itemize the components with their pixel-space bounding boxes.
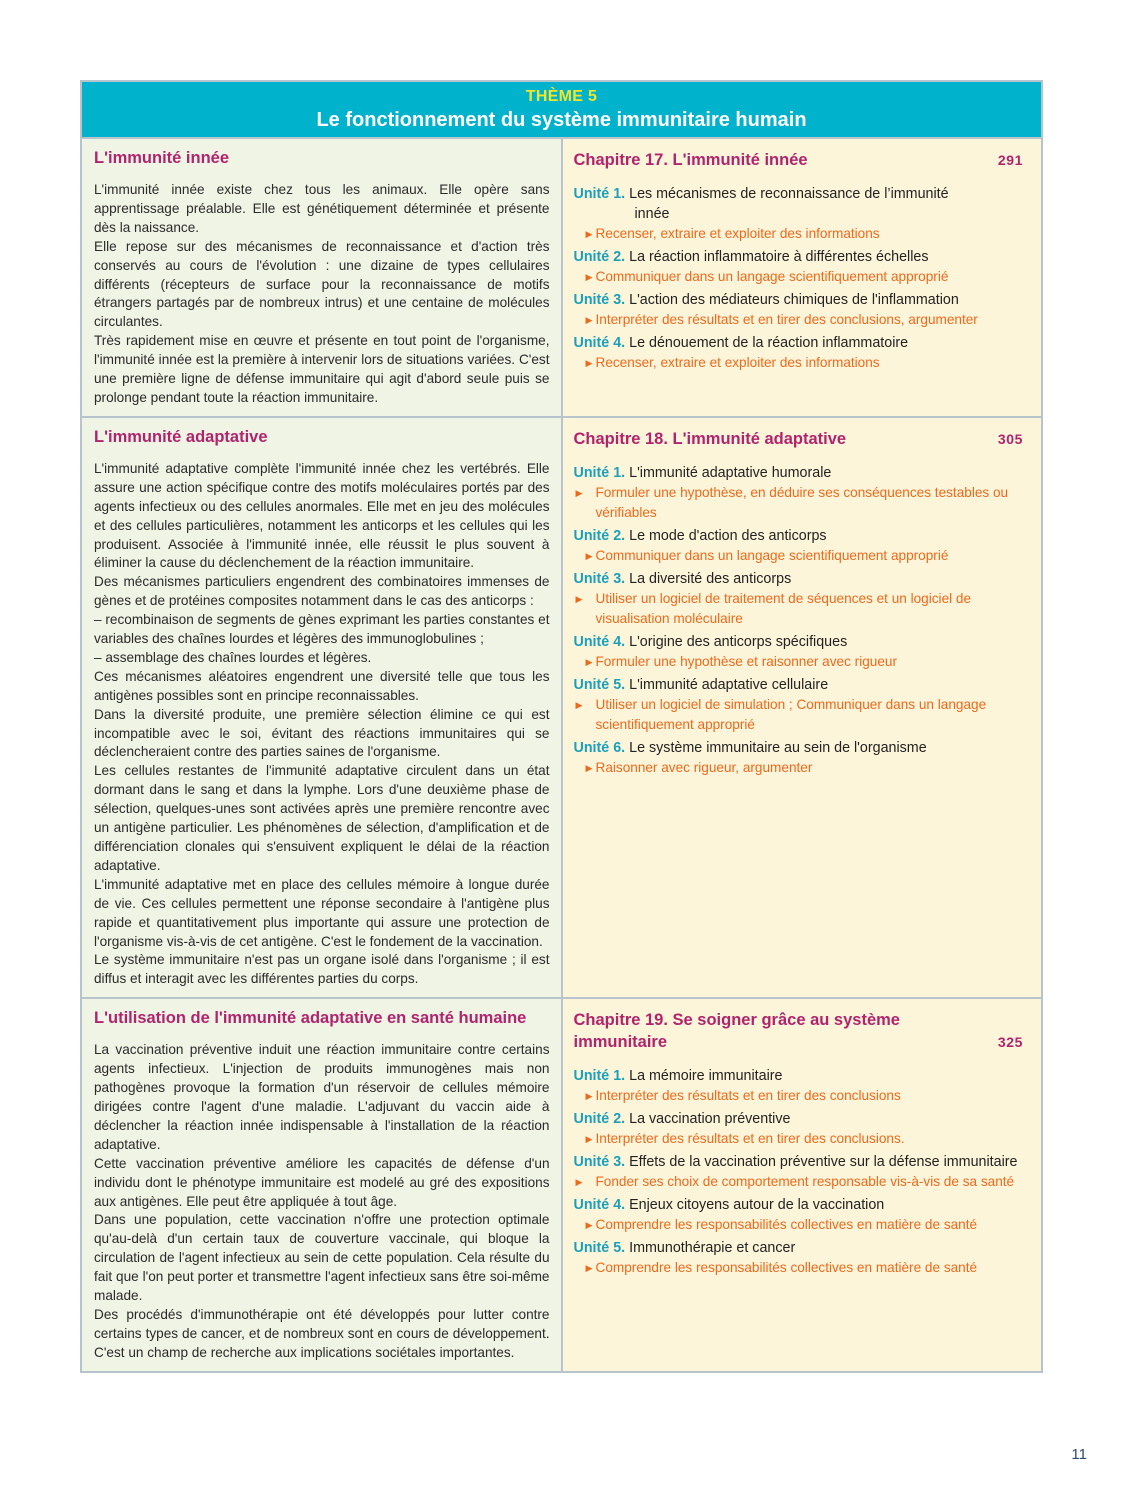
skill-item — [574, 758, 1028, 778]
section-summary — [81, 998, 562, 1371]
unit-title: Immunothérapie et cancer — [629, 1240, 796, 1257]
unit-title-continuation: innée — [634, 206, 670, 222]
paragraph: L'immunité innée existe chez tous les animaux. Elle opère sans apprentissage préalable. Elle est génétiquement déterminée et présente dès la naissance. — [94, 182, 550, 235]
chapter-title-text: Chapitre 19. Se soigner grâce au système immunitaire — [573, 1011, 900, 1052]
skill-item — [574, 1172, 1028, 1192]
section-title: L'immunité adaptative — [94, 427, 268, 446]
unit-line — [574, 290, 1028, 310]
chapter-page-number: 325 — [997, 1034, 1023, 1051]
chapter-panel — [562, 417, 1043, 998]
skill-text: Utiliser un logiciel de traitement de séquences et un logiciel de visualisation moléculaire — [595, 590, 972, 626]
chapter-page-number: 305 — [997, 430, 1023, 447]
unit-item — [574, 333, 1028, 373]
chapter-panel — [562, 138, 1043, 417]
unit-title: L'origine des anticorps spécifiques — [629, 633, 848, 650]
paragraph: Ces mécanismes aléatoires engendrent une diversité telle que tous les antigènes possibles sont en principe reconnaissables. — [94, 668, 550, 703]
unit-title: La vaccination préventive — [629, 1111, 791, 1128]
unit-item — [574, 184, 1028, 244]
unit-title: Effets de la vaccination préventive sur la défense immunitaire — [629, 1154, 1018, 1171]
triangle-bullet-icon: ▶ — [585, 272, 593, 282]
paragraph: Les cellules restantes de l'immunité adaptative circulent dans un état dormant dans le sang et dans la lymphe. Lors d'une deuxième phase de sélection, quelques-unes sont activées après une première rencontre avec un antigène particulier. Les phénomènes de sélection, d'amplification et de différenciation clonales qui s'ensuivent expliquent le délai de la réaction adaptative. — [94, 763, 550, 873]
chapter-title-text: Chapitre 17. L'immunité innée — [573, 151, 808, 169]
paragraph: L'immunité adaptative met en place des cellules mémoire à longue durée de vie. Ces cellules permettent une réponse secondaire à l'antigène plus rapide et quantitativement plus importante qui assure une protection de l'organisme vis-à-vis de cet antigène. C'est le fondement de la vaccination. — [94, 876, 550, 949]
unit-item — [574, 526, 1028, 566]
skill-item — [574, 1129, 1028, 1149]
triangle-bullet-icon: ▶ — [585, 1134, 593, 1145]
unit-item — [574, 1238, 1028, 1278]
unit-label: Unité 3. — [573, 292, 626, 308]
skill-text: Communiquer dans un langage scientifiquement approprié — [595, 269, 949, 284]
skill-text: Formuler une hypothèse et raisonner avec rigueur — [595, 653, 897, 669]
unit-item — [574, 1109, 1028, 1149]
unit-title: La diversité des anticorps — [629, 570, 792, 587]
skill-item — [574, 1258, 1028, 1278]
triangle-bullet-icon: ▶ — [585, 229, 593, 239]
paragraph: – assemblage des chaînes lourdes et légères. — [94, 649, 372, 665]
unit-line — [574, 247, 1028, 267]
chapter-panel — [562, 998, 1043, 1371]
unit-item — [574, 247, 1028, 287]
unit-line — [574, 1238, 1028, 1258]
skill-text: Fonder ses choix de comportement responsable vis-à-vis de sa santé — [595, 1174, 1015, 1190]
triangle-bullet-icon: ▶ — [585, 762, 593, 773]
section-row-innate — [81, 138, 1042, 417]
unit-label: Unité 1. — [573, 1068, 626, 1085]
unit-title: L'immunité adaptative humorale — [629, 464, 832, 481]
skill-text: Recenser, extraire et exploiter des informations — [595, 355, 880, 370]
unit-item — [574, 1152, 1028, 1192]
unit-line — [574, 1066, 1028, 1086]
unit-label: Unité 1. — [573, 464, 626, 481]
theme-table — [80, 80, 1043, 1373]
unit-title: Le dénouement de la réaction inflammatoire — [629, 335, 909, 351]
skill-text: Interpréter des résultats et en tirer des conclusions, argumenter — [595, 312, 978, 327]
section-body — [94, 181, 550, 408]
skill-item — [574, 310, 1028, 330]
unit-line — [574, 526, 1028, 546]
chapter-title — [574, 1009, 1028, 1053]
skill-text: Raisonner avec rigueur, argumenter — [595, 759, 813, 775]
unit-item — [574, 463, 1028, 523]
unit-title: Le système immunitaire au sein de l'organisme — [629, 739, 927, 756]
unit-line — [574, 463, 1028, 483]
chapter-page-number: 291 — [997, 152, 1023, 168]
unit-line — [574, 1195, 1028, 1215]
section-summary — [81, 138, 562, 417]
unit-item — [574, 290, 1028, 330]
skill-item — [574, 546, 1028, 566]
unit-line: Unité 1. Les mécanismes de reconnaissance de l’immunité innée — [574, 184, 1028, 224]
unit-label: Unité 2. — [573, 1111, 626, 1128]
unit-title: L'immunité adaptative cellulaire — [629, 676, 829, 693]
skill-item — [574, 483, 1028, 523]
unit-line — [574, 738, 1028, 758]
unit-label: Unité 4. — [573, 633, 626, 650]
paragraph: Cette vaccination préventive améliore les capacités de défense d'un individu dont le phénotype immunitaire est modelé au gré des expositions aux antigènes. Elle peut être appliquée à tout âge. — [94, 1155, 550, 1209]
section-summary — [81, 417, 562, 998]
unit-line — [574, 632, 1028, 652]
unit-title: Le mode d'action des anticorps — [629, 527, 827, 544]
unit-line — [574, 1152, 1028, 1172]
section-body — [94, 1041, 550, 1362]
skill-item — [574, 353, 1028, 373]
triangle-bullet-icon: ▶ — [585, 315, 593, 325]
triangle-bullet-icon: ▶ — [575, 1177, 583, 1188]
triangle-bullet-icon: ▶ — [575, 593, 583, 604]
unit-label: Unité 4. — [573, 1197, 626, 1214]
skill-item — [574, 224, 1028, 244]
paragraph: Dans une population, cette vaccination n'offre une protection optimale qu'au-delà d'un certain taux de couverture vaccinale, qui bloque la circulation de l'agent infectieux au sein de cette population. Cela résulte du fait que l'on peut porter et transmettre l'agent infectieux sans être soi-même malade. — [94, 1212, 550, 1304]
skill-text: Interpréter des résultats et en tirer des conclusions. — [595, 1131, 905, 1147]
unit-item — [574, 569, 1028, 629]
triangle-bullet-icon: ▶ — [585, 1091, 593, 1102]
unit-line — [574, 569, 1028, 589]
skill-item — [574, 1215, 1028, 1235]
theme-header — [81, 81, 1042, 138]
theme-table-container — [80, 80, 1043, 1373]
unit-line — [574, 333, 1028, 353]
paragraph: Le système immunitaire n'est pas un organe isolé dans l'organisme ; il est diffus et interagit avec les différentes parties du corps. — [94, 952, 550, 987]
unit-label: Unité 6. — [573, 739, 626, 756]
unit-title: La réaction inflammatoire à différentes échelles — [629, 249, 929, 265]
paragraph: Elle repose sur des mécanismes de reconnaissance et d'action très conservés au cours de l'évolution : une dizaine de types cellulaires différents (récepteurs de surface pour la reconnaissance de motifs étrangers partagés par de nombreux intrus) et une centaine de molécules circulantes. — [94, 238, 550, 330]
triangle-bullet-icon: ▶ — [585, 550, 593, 561]
unit-title: L'action des médiateurs chimiques de l'inflammation — [629, 292, 959, 308]
paragraph: Des mécanismes particuliers engendrent des combinatoires immenses de gènes et de protéines composites notamment dans le cas des anticorps : — [94, 574, 550, 609]
unit-label: Unité 2. — [573, 527, 626, 544]
unit-item — [574, 738, 1028, 778]
unit-label: Unité 5. — [573, 676, 626, 693]
paragraph: Dans la diversité produite, une première sélection élimine ce qui est incompatible avec le soi, évitant des réactions immunitaires qui se déclencheraient contre des parties saines de l'organisme. — [94, 706, 550, 760]
unit-label: Unité 4. — [573, 335, 626, 351]
paragraph: L'immunité adaptative complète l'immunité innée chez les vertébrés. Elle assure une action spécifique contre des motifs moléculaires portés par des agents infectieux ou des cellules anormales. Elle met en jeu des molécules et des cellules particulières, notamment les anticorps et les cellules qui les produisent. Associée à l'immunité innée, elle réussit le plus souvent à éliminer la cause du déclenchement de la réaction immunitaire. — [94, 460, 550, 571]
unit-item — [574, 632, 1028, 672]
section-body — [94, 460, 550, 989]
page-number: 11 — [1071, 1446, 1087, 1463]
theme-label: THÈME 5 — [525, 88, 598, 105]
skill-item — [574, 267, 1028, 287]
skill-text: Interpréter des résultats et en tirer des conclusions — [595, 1088, 901, 1104]
unit-line — [574, 1109, 1028, 1129]
unit-label: Unité 3. — [573, 570, 626, 587]
skill-text: Formuler une hypothèse, en déduire ses conséquences testables ou vérifiables — [595, 484, 1009, 520]
theme-title: Le fonctionnement du système immunitaire humain — [316, 109, 807, 131]
skill-text: Comprendre les responsabilités collectives en matière de santé — [595, 1217, 978, 1233]
skill-text: Recenser, extraire et exploiter des informations — [595, 226, 880, 241]
triangle-bullet-icon: ▶ — [585, 656, 593, 667]
unit-label: Unité 1. — [573, 186, 626, 202]
triangle-bullet-icon: ▶ — [585, 1220, 593, 1231]
triangle-bullet-icon: ▶ — [575, 699, 583, 710]
skill-text: Communiquer dans un langage scientifiquement approprié — [595, 547, 949, 563]
unit-label: Unité 5. — [573, 1240, 626, 1257]
unit-title: La mémoire immunitaire — [629, 1068, 783, 1085]
unit-item — [574, 1195, 1028, 1235]
unit-label: Unité 3. — [573, 1154, 626, 1171]
unit-title: Enjeux citoyens autour de la vaccination — [629, 1197, 885, 1214]
unit-line — [574, 675, 1028, 695]
skill-item — [574, 652, 1028, 672]
triangle-bullet-icon: ▶ — [575, 487, 583, 498]
section-row-adaptive — [81, 417, 1042, 998]
section-title: L'utilisation de l'immunité adaptative en santé humaine — [94, 1009, 527, 1028]
skill-item — [574, 589, 1028, 629]
triangle-bullet-icon: ▶ — [585, 1263, 593, 1274]
unit-item — [574, 1066, 1028, 1106]
unit-item — [574, 675, 1028, 735]
skill-text: Utiliser un logiciel de simulation ; Communiquer dans un langage scientifiquement approprié — [595, 696, 987, 732]
paragraph: Des procédés d'immunothérapie ont été développés pour lutter contre certains types de cancer, et de nombreux sont en cours de développement. C'est un champ de recherche aux implications sociétales importantes. — [94, 1306, 550, 1360]
paragraph: Très rapidement mise en œuvre et présente en tout point de l'organisme, l'immunité innée est la première à intervenir lors de situations variées. C'est une première ligne de défense immunitaire qui agit d'abord seule puis se prolonge pendant toute la réaction immunitaire. — [94, 333, 550, 405]
chapter-title — [574, 149, 1028, 171]
unit-label: Unité 2. — [573, 249, 626, 265]
chapter-title — [574, 428, 1028, 450]
paragraph: – recombinaison de segments de gènes exprimant les parties constantes et variables des chaînes lourdes et légères des immunoglobulines ; — [94, 612, 550, 647]
skill-text: Comprendre les responsabilités collectives en matière de santé — [595, 1260, 978, 1276]
skill-item — [574, 1086, 1028, 1106]
paragraph: La vaccination préventive induit une réaction immunitaire contre certains agents infectieux. L'injection de produits immunogènes mais non pathogènes provoque la formation d'un réservoir de cellules mémoire dirigées contre l'agent d'une maladie. L'adjuvant du vaccin aide à déclencher la réaction innée indispensable à l'installation de la réaction adaptative. — [94, 1042, 550, 1152]
triangle-bullet-icon: ▶ — [585, 358, 593, 368]
skill-item — [574, 695, 1028, 735]
section-title: L'immunité innée — [94, 149, 230, 167]
section-row-health — [81, 998, 1042, 1371]
chapter-title-text: Chapitre 18. L'immunité adaptative — [573, 429, 847, 448]
